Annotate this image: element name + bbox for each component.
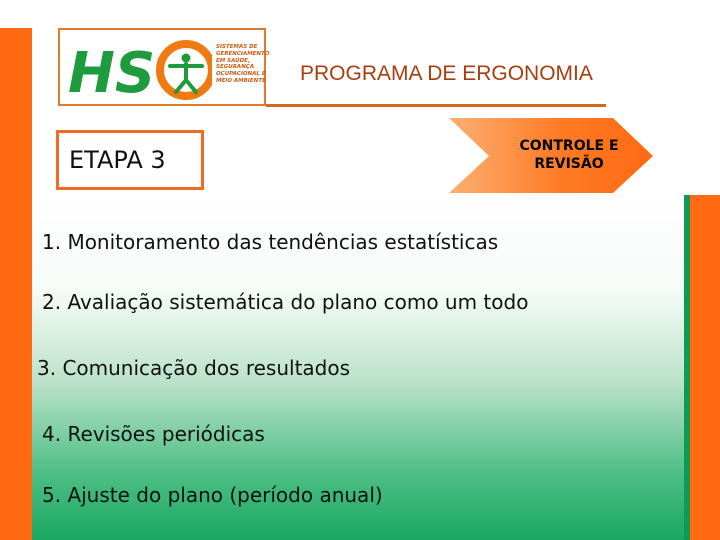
- page-title: PROGRAMA DE ERGONOMIA: [300, 62, 593, 85]
- left-orange-bar: [0, 28, 32, 540]
- list-item: 2. Avaliação sistemática do plano como um todo: [42, 290, 529, 314]
- stage-box: [56, 130, 204, 190]
- logo-tagline: SISTEMAS DE GERENCIAMENTO EM SAÚDE, SEGURANÇA OCUPACIONAL E MEIO AMBIENTE: [216, 44, 270, 84]
- logo: [58, 28, 270, 106]
- list-item: 4. Revisões periódicas: [42, 422, 265, 446]
- title-underline: [266, 104, 606, 107]
- right-orange-bar: [690, 195, 720, 540]
- stage-arrow-label: CONTROLE E REVISÃO: [519, 138, 619, 172]
- hso-logo-icon: [66, 36, 212, 102]
- list-item: 3. Comunicação dos resultados: [37, 356, 351, 380]
- list-item: 5. Ajuste do plano (período anual): [42, 483, 383, 507]
- svg-text:HS: HS: [68, 41, 156, 102]
- list-item: 1. Monitoramento das tendências estatísticas: [42, 230, 499, 254]
- stage-label: ETAPA 3: [69, 146, 166, 174]
